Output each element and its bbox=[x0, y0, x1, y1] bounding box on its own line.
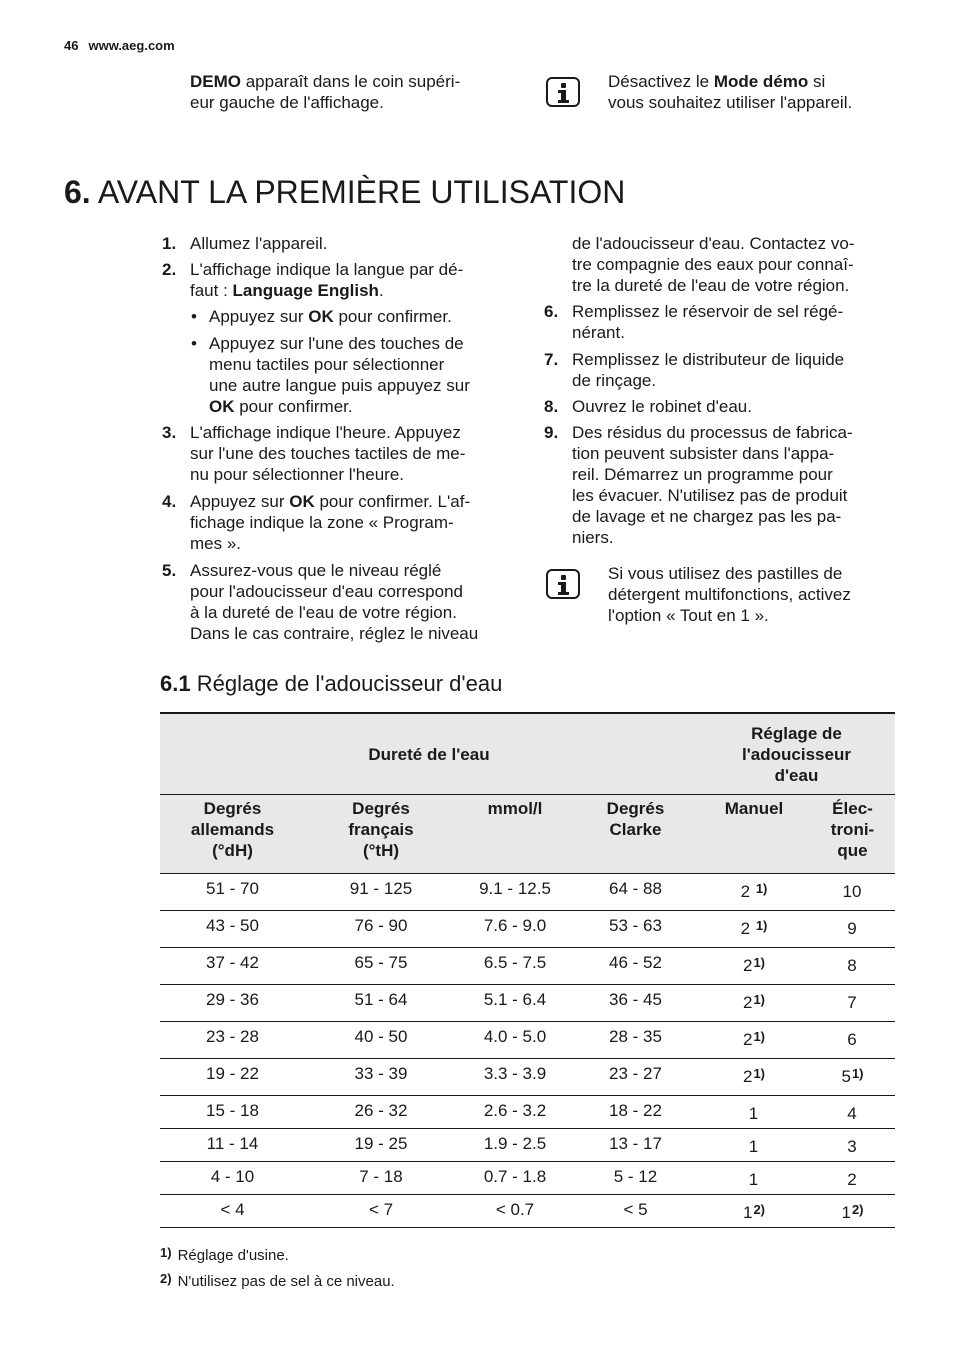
section-number: 6. bbox=[64, 174, 91, 210]
footnote-ref: 1) bbox=[753, 955, 766, 970]
cell-th: 40 - 50 bbox=[305, 1022, 457, 1059]
cell-mmol: < 0.7 bbox=[457, 1195, 573, 1228]
page-header bbox=[64, 38, 175, 53]
cell-manual: 2$^{1)}$ bbox=[698, 1022, 810, 1059]
cell-manual: 2$^{1)}$ bbox=[698, 985, 810, 1022]
cell-manual: 1 bbox=[698, 1096, 810, 1129]
section-title bbox=[64, 172, 625, 212]
col-header-mmol: mmol/l bbox=[457, 795, 573, 874]
cell-th: 65 - 75 bbox=[305, 948, 457, 985]
cell-dh: 51 - 70 bbox=[160, 874, 305, 911]
info1-bold: Mode démo bbox=[713, 72, 809, 91]
cell-dh: 4 - 10 bbox=[160, 1162, 305, 1195]
table-row bbox=[160, 874, 895, 911]
cell-mmol: 9.1 - 12.5 bbox=[457, 874, 573, 911]
footnote-ref: 1) bbox=[753, 1029, 766, 1044]
step-5-continued: de l'adoucisseur d'eau. Contactez vo- tre compagnie des eaux pour connaî- tre la dureté de l'eau de votre région. bbox=[572, 234, 855, 295]
footnote-ref: 1) bbox=[851, 1066, 864, 1081]
info1-pre: Désactivez le bbox=[608, 72, 714, 91]
subsection-title bbox=[160, 670, 502, 698]
footnote-ref: 1) bbox=[753, 1066, 766, 1081]
cell-electronic: 9 bbox=[810, 911, 895, 948]
col-header-th: Degrés français (°tH) bbox=[305, 795, 457, 874]
cell-clarke: < 5 bbox=[573, 1195, 698, 1228]
header-softener-setting: Réglage de l'adoucisseur d'eau bbox=[698, 713, 895, 795]
cell-electronic: 10 bbox=[810, 874, 895, 911]
cell-th: 33 - 39 bbox=[305, 1059, 457, 1096]
subsection-number: 6.1 bbox=[160, 671, 191, 696]
header-water-hardness: Dureté de l'eau bbox=[160, 713, 698, 795]
cell-clarke: 13 - 17 bbox=[573, 1129, 698, 1162]
cell-electronic: 5$^{1)}$ bbox=[810, 1059, 895, 1096]
cell-manual: 1 bbox=[698, 1162, 810, 1195]
cell-clarke: 53 - 63 bbox=[573, 911, 698, 948]
demo-bold: DEMO bbox=[190, 72, 241, 91]
cell-mmol: 1.9 - 2.5 bbox=[457, 1129, 573, 1162]
cell-dh: 29 - 36 bbox=[160, 985, 305, 1022]
cell-mmol: 6.5 - 7.5 bbox=[457, 948, 573, 985]
cell-manual: 1$^{2)}$ bbox=[698, 1195, 810, 1228]
cell-mmol: 3.3 - 3.9 bbox=[457, 1059, 573, 1096]
cell-mmol: 5.1 - 6.4 bbox=[457, 985, 573, 1022]
info-icon bbox=[546, 569, 580, 599]
cell-electronic: 6 bbox=[810, 1022, 895, 1059]
cell-manual: 2 $^{1)}$ bbox=[698, 874, 810, 911]
cell-th: < 7 bbox=[305, 1195, 457, 1228]
footnote-ref: 1) bbox=[755, 881, 768, 896]
table-row bbox=[160, 911, 895, 948]
cell-th: 76 - 90 bbox=[305, 911, 457, 948]
cell-manual: 2 $^{1)}$ bbox=[698, 911, 810, 948]
page-number: 46 bbox=[64, 38, 79, 53]
footnote-2: 2) N'utilisez pas de sel à ce niveau. bbox=[160, 1271, 395, 1290]
cell-dh: 23 - 28 bbox=[160, 1022, 305, 1059]
cell-clarke: 28 - 35 bbox=[573, 1022, 698, 1059]
cell-th: 19 - 25 bbox=[305, 1129, 457, 1162]
cell-clarke: 64 - 88 bbox=[573, 874, 698, 911]
cell-dh: 11 - 14 bbox=[160, 1129, 305, 1162]
footnote-ref: 2) bbox=[851, 1202, 864, 1217]
table-row bbox=[160, 1195, 895, 1228]
demo-line1: apparaît dans le coin supéri- bbox=[241, 72, 461, 91]
col-header-electronic: Élec- troni- que bbox=[810, 795, 895, 874]
cell-dh: 43 - 50 bbox=[160, 911, 305, 948]
cell-mmol: 2.6 - 3.2 bbox=[457, 1096, 573, 1129]
demo-note bbox=[190, 71, 460, 113]
cell-th: 51 - 64 bbox=[305, 985, 457, 1022]
demo-line2: eur gauche de l'affichage. bbox=[190, 93, 384, 112]
info-multifunction: Si vous utilisez des pastilles de détergent multifonctions, activez l'option « Tout en 1 ». bbox=[608, 564, 851, 625]
cell-dh: 19 - 22 bbox=[160, 1059, 305, 1096]
site-url: www.aeg.com bbox=[88, 38, 175, 53]
footnote-ref: 2) bbox=[753, 1202, 766, 1217]
cell-electronic: 8 bbox=[810, 948, 895, 985]
cell-th: 7 - 18 bbox=[305, 1162, 457, 1195]
cell-manual: 2$^{1)}$ bbox=[698, 948, 810, 985]
cell-clarke: 18 - 22 bbox=[573, 1096, 698, 1129]
info1-line2: vous souhaitez utiliser l'appareil. bbox=[608, 93, 853, 112]
cell-th: 91 - 125 bbox=[305, 874, 457, 911]
cell-dh: < 4 bbox=[160, 1195, 305, 1228]
col-header-manual: Manuel bbox=[698, 795, 810, 874]
cell-dh: 15 - 18 bbox=[160, 1096, 305, 1129]
cell-mmol: 4.0 - 5.0 bbox=[457, 1022, 573, 1059]
cell-mmol: 7.6 - 9.0 bbox=[457, 911, 573, 948]
cell-clarke: 46 - 52 bbox=[573, 948, 698, 985]
cell-electronic: 4 bbox=[810, 1096, 895, 1129]
info1-post: si bbox=[808, 72, 826, 91]
cell-clarke: 23 - 27 bbox=[573, 1059, 698, 1096]
table-row bbox=[160, 948, 895, 985]
info-icon bbox=[546, 77, 580, 107]
cell-clarke: 36 - 45 bbox=[573, 985, 698, 1022]
table-row bbox=[160, 1129, 895, 1162]
cell-electronic: 7 bbox=[810, 985, 895, 1022]
col-header-clarke: Degrés Clarke bbox=[573, 795, 698, 874]
cell-th: 26 - 32 bbox=[305, 1096, 457, 1129]
footnote-1: 1) Réglage d'usine. bbox=[160, 1245, 289, 1264]
cell-electronic: 2 bbox=[810, 1162, 895, 1195]
table-row bbox=[160, 1059, 895, 1096]
cell-clarke: 5 - 12 bbox=[573, 1162, 698, 1195]
cell-electronic: 1$^{2)}$ bbox=[810, 1195, 895, 1228]
info-demo-mode bbox=[608, 71, 852, 113]
cell-manual: 2$^{1)}$ bbox=[698, 1059, 810, 1096]
footnote-ref: 1) bbox=[753, 992, 766, 1007]
table-row bbox=[160, 1022, 895, 1059]
water-hardness-table bbox=[160, 712, 895, 1228]
col-header-dh: Degrés allemands (°dH) bbox=[160, 795, 305, 874]
table-row bbox=[160, 985, 895, 1022]
cell-dh: 37 - 42 bbox=[160, 948, 305, 985]
cell-mmol: 0.7 - 1.8 bbox=[457, 1162, 573, 1195]
table-row bbox=[160, 1162, 895, 1195]
subsection-title-text: Réglage de l'adoucisseur d'eau bbox=[190, 671, 503, 696]
footnote-ref: 1) bbox=[755, 918, 768, 933]
section-title-text: AVANT LA PREMIÈRE UTILISATION bbox=[97, 174, 626, 210]
table-row bbox=[160, 1096, 895, 1129]
cell-electronic: 3 bbox=[810, 1129, 895, 1162]
cell-manual: 1 bbox=[698, 1129, 810, 1162]
